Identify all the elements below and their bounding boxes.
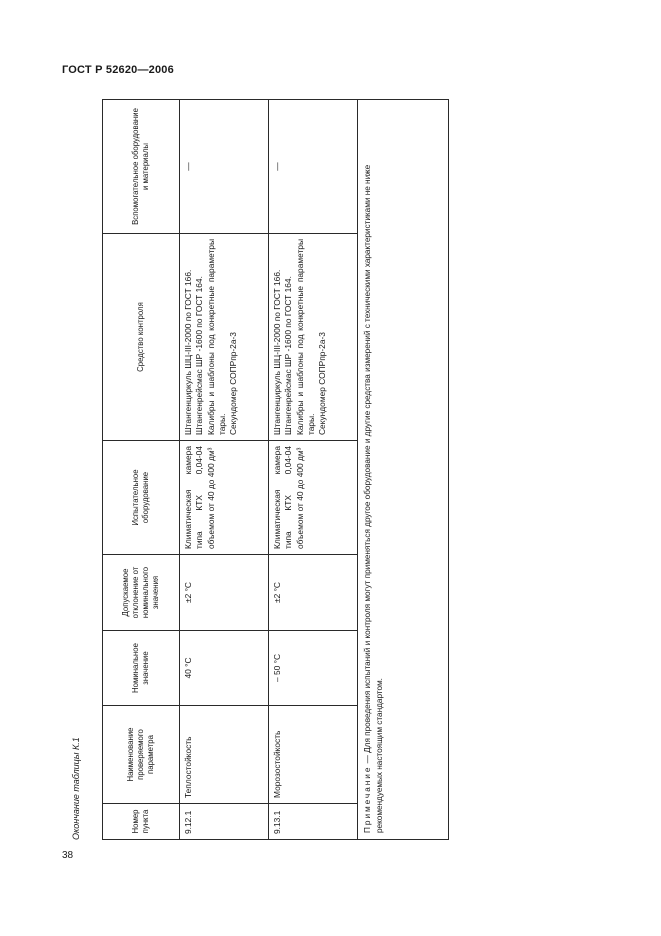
note-text: — Для проведения испытаний и контроля могут применяться другое оборудование и другие средства измерений с техническими характеристиками не ниже рекомендуемых настоящим стандартом.	[363, 164, 385, 833]
note-prefix: Примечание	[363, 765, 372, 833]
column-header: Номинальное значение	[103, 631, 180, 706]
item-number: 9.13.1	[269, 804, 358, 840]
test-equipment: Климатическая камера типа КТХ 0,04-04 объемом от 40 до 400 дм³	[180, 441, 269, 555]
control-means-line: Калибры и шаблоны под конкретные параметры тары.	[205, 239, 228, 435]
control-means-line: Штангенрейсмас ШР -1600 по ГОСТ 164.	[194, 276, 205, 435]
test-equipment: Климатическая камера типа КТХ 0,04-04 объемом от 40 до 400 дм³	[269, 441, 358, 555]
rotated-table-area	[60, 100, 385, 840]
tolerance-value: ±2 °С	[180, 555, 269, 631]
table-row	[269, 100, 358, 840]
table-caption: Окончание таблицы К.1	[71, 737, 81, 840]
column-header: Средство контроля	[103, 234, 180, 441]
table-note	[358, 100, 449, 840]
table-header-row	[103, 100, 180, 840]
column-header: Вспомогательное оборудование и материалы	[103, 100, 180, 234]
parameter-name: Теплостойкость	[180, 706, 269, 804]
column-header: Допускаемое отклонение от номинального значения	[103, 555, 180, 631]
control-means-line: Штангенциркуль ШЦ-III-2000 по ГОСТ 166.	[183, 269, 193, 435]
column-header: Наименование проверяемого параметра	[103, 706, 180, 804]
column-header: Испытательное оборудование	[103, 441, 180, 555]
table-row	[180, 100, 269, 840]
auxiliary-equipment: —	[180, 100, 269, 234]
control-means	[269, 234, 358, 441]
auxiliary-equipment: —	[269, 100, 358, 234]
control-means-line: Штангенрейсмас ШР -1600 по ГОСТ 164.	[283, 276, 294, 435]
column-header: Номер пункта	[103, 804, 180, 840]
nominal-value: – 50 °С	[269, 631, 358, 706]
nominal-value: 40 °С	[180, 631, 269, 706]
page-number: 38	[62, 850, 74, 861]
tolerance-value: ±2 °С	[269, 555, 358, 631]
control-means	[180, 234, 269, 441]
control-means-line: Секундомер СОПРпр-2а-3	[228, 332, 239, 435]
control-means-line: Секундомер СОПРпр-2а-3	[317, 332, 328, 435]
parameter-name: Морозостойкость	[269, 706, 358, 804]
document-header: ГОСТ Р 52620—2006	[62, 64, 174, 76]
control-means-line: Штангенциркуль ШЦ-III-2000 по ГОСТ 166.	[272, 269, 282, 435]
note-row	[358, 100, 449, 840]
item-number: 9.12.1	[180, 804, 269, 840]
parameters-table	[102, 99, 449, 840]
control-means-line: Калибры и шаблоны под конкретные параметры тары.	[294, 239, 317, 435]
